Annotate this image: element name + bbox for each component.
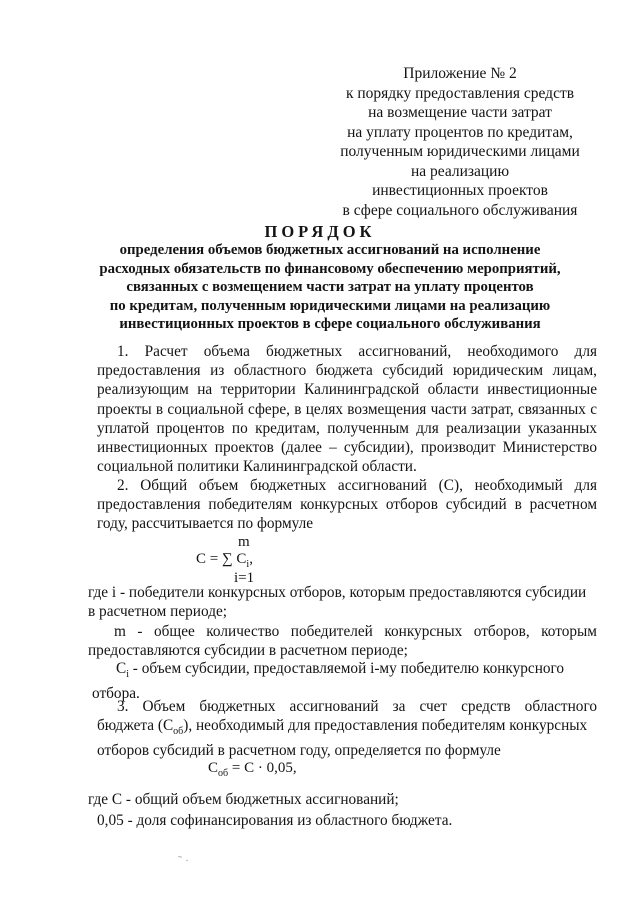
para3-part: бюджета (С xyxy=(97,717,174,735)
paragraph-line: уплатой процентов по кредитам, полученным для реализации указанных xyxy=(97,419,597,437)
paragraph-line: году, рассчитывается по формуле xyxy=(97,515,314,533)
formula-cob xyxy=(208,760,297,779)
formula-expression xyxy=(196,551,253,570)
ci-subscript: i xyxy=(126,669,129,681)
definition-i xyxy=(88,583,597,621)
appendix-line: инвестиционных проектов xyxy=(372,182,548,199)
ci-text: - объем субсидии, предоставляемой i-му победителю конкурсного xyxy=(128,660,565,677)
paragraph-line: где i - победители конкурсных отборов, которым предоставляются субсидии xyxy=(88,584,587,601)
appendix-header xyxy=(310,64,610,220)
paragraph-line: отборов субсидий в расчетном году, определяется по формуле xyxy=(97,742,501,760)
paragraph-2 xyxy=(97,476,597,534)
subtitle-line: инвестиционных проектов в сфере социального обслуживания xyxy=(119,316,541,333)
formula-subscript: об xyxy=(218,768,229,779)
formula-subscript: i xyxy=(246,559,250,570)
appendix-line: на уплату процентов по кредитам, xyxy=(347,123,573,141)
paragraph-line: 2. Общий объем бюджетных ассигнований (С), необходимый для xyxy=(117,477,597,494)
appendix-line: в сфере социального обслуживания xyxy=(342,201,578,219)
appendix-line: к порядку предоставления средств xyxy=(345,84,575,102)
subtitle-line: по кредитам, полученным юридическими лицами на реализацию xyxy=(109,297,551,314)
paragraph-line: социальной политики Калининградской области. xyxy=(97,458,417,476)
paragraph-line: 1. Расчет объема бюджетных ассигнований, необходимого для xyxy=(117,343,597,360)
subtitle-line: связанных с возмещением части затрат на уплату процентов xyxy=(126,279,534,296)
formula-comma: , xyxy=(249,551,253,567)
document-title: ПОРЯДОК xyxy=(264,222,376,241)
paragraph-line: отбора. xyxy=(92,685,140,703)
paragraph-line: предоставления победителям конкурсных отборов субсидий в расчетном xyxy=(97,496,597,514)
document-subtitle xyxy=(60,241,600,334)
paragraph-line xyxy=(88,659,597,684)
paragraph-line: реализующим на территории Калининградской области инвестиционные xyxy=(97,381,597,399)
paragraph-line: предоставляются субсидии в расчетном периоде; xyxy=(88,642,408,660)
appendix-line: на возмещение части затрат xyxy=(368,104,552,121)
formula-upper-limit: m xyxy=(238,534,250,550)
formula-symbol: C xyxy=(208,760,219,776)
formula-lower-limit: i=1 xyxy=(234,570,255,586)
paragraph-line: m - общее количество победителей конкурсных отборов, которым xyxy=(114,623,597,640)
definition-c: где С - общий объем бюджетных ассигнований; xyxy=(88,791,399,808)
paragraph-line: инвестиционных проектов (далее – субсидии), производит Министерство xyxy=(97,439,597,457)
appendix-line: Приложение № 2 xyxy=(403,65,517,82)
definition-m xyxy=(88,622,597,660)
definition-005: 0,05 - доля софинансирования из областного бюджета. xyxy=(97,812,453,829)
paragraph-line: в расчетном периоде; xyxy=(88,603,228,621)
paragraph-1 xyxy=(97,342,597,476)
ci-symbol: C xyxy=(116,660,127,677)
formula-rest: = C · 0,05, xyxy=(228,760,297,776)
para3-part: ), необходимый для предоставления победителям конкурсных xyxy=(183,717,588,735)
paragraph-line: 3. Объем бюджетных ассигнований за счет средств областного xyxy=(117,698,597,715)
paragraph-line: проекты в социальной сфере, в целях возмещения части затрат, связанных с xyxy=(97,400,597,418)
formula-sum xyxy=(196,530,316,590)
scan-marks: ˜ · xyxy=(178,853,189,867)
paragraph-line xyxy=(97,716,597,741)
subtitle-line: определения объемов бюджетных ассигнований на исполнение xyxy=(119,242,541,258)
para3-subscript: об xyxy=(173,726,184,738)
paragraph-line: предоставления из областного бюджета субсидий юридическим лицам, xyxy=(97,362,597,380)
formula-main: C = ∑ C xyxy=(196,551,247,567)
subtitle-line: расходных обязательств по финансовому обеспечению мероприятий, xyxy=(99,260,561,277)
appendix-line: полученным юридическими лицами xyxy=(340,143,580,160)
appendix-line: на реализацию xyxy=(410,162,510,180)
paragraph-3 xyxy=(97,697,597,761)
